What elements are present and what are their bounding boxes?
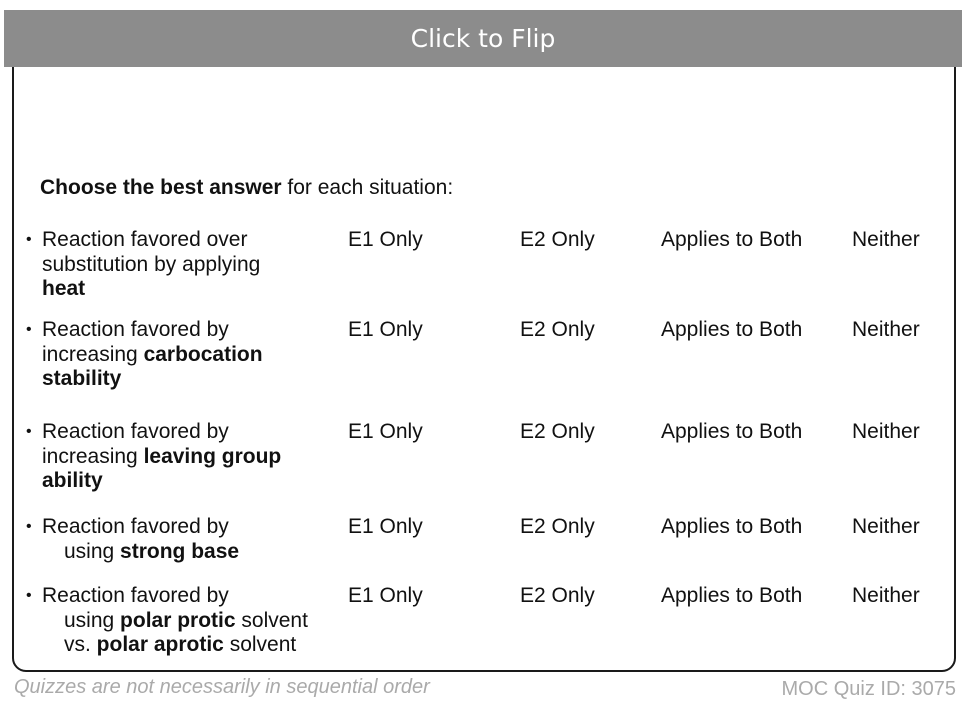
situation-keyword: heat [42, 277, 86, 300]
option-applies-to-both[interactable]: Applies to Both [661, 584, 803, 607]
situation-description [26, 515, 336, 564]
bullet-icon: • [26, 321, 32, 338]
option-e2-only[interactable]: E2 Only [520, 420, 595, 443]
prompt-rest: for each situation: [281, 176, 454, 199]
situation-description [26, 228, 336, 302]
click-to-flip-button[interactable]: Click to Flip [4, 10, 962, 67]
situation-keyword: carbocation [143, 342, 263, 366]
option-e1-only[interactable]: E1 Only [348, 228, 423, 251]
situation-keyword: polar aprotic [96, 633, 224, 656]
option-e2-only[interactable]: E2 Only [520, 318, 595, 341]
bullet-icon: • [26, 231, 32, 248]
bullet-icon: • [26, 587, 32, 604]
bullet-icon: • [26, 423, 32, 440]
situation-line: Reaction favored by [42, 584, 229, 607]
quiz-id-label: MOC Quiz ID: 3075 [781, 678, 956, 700]
option-neither[interactable]: Neither [852, 318, 920, 341]
option-applies-to-both[interactable]: Applies to Both [661, 420, 803, 443]
situation-line: vs. [64, 633, 97, 656]
option-applies-to-both[interactable]: Applies to Both [661, 318, 803, 341]
option-neither[interactable]: Neither [852, 584, 920, 607]
option-e2-only[interactable]: E2 Only [520, 228, 595, 251]
situation-line: solvent [235, 608, 308, 632]
option-e1-only[interactable]: E1 Only [348, 318, 423, 341]
option-applies-to-both[interactable]: Applies to Both [661, 515, 803, 538]
option-e2-only[interactable]: E2 Only [520, 515, 595, 538]
situation-line: Reaction favored by [42, 420, 229, 443]
option-neither[interactable]: Neither [852, 515, 920, 538]
option-neither[interactable]: Neither [852, 420, 920, 443]
option-e2-only[interactable]: E2 Only [520, 584, 595, 607]
situation-line: using [64, 539, 121, 563]
situation-keyword: ability [42, 469, 103, 492]
situation-line: substitution by applying [42, 252, 261, 276]
question-prompt [40, 176, 453, 200]
situation-keyword: strong base [120, 539, 240, 563]
situation-line: solvent [223, 633, 297, 656]
option-applies-to-both[interactable]: Applies to Both [661, 228, 803, 251]
option-neither[interactable]: Neither [852, 228, 920, 251]
prompt-bold: Choose the best answer [40, 176, 282, 199]
situation-line: Reaction favored by [42, 515, 229, 538]
situation-line: increasing [42, 444, 144, 468]
situation-keyword: leaving group [143, 444, 282, 468]
situation-description [26, 584, 336, 658]
situation-line: Reaction favored by [42, 318, 229, 341]
bullet-icon: • [26, 518, 32, 535]
situation-keyword: polar protic [120, 608, 236, 632]
situation-line: increasing [42, 342, 144, 366]
situation-line: using [64, 608, 121, 632]
option-e1-only[interactable]: E1 Only [348, 420, 423, 443]
option-e1-only[interactable]: E1 Only [348, 515, 423, 538]
situation-keyword: stability [42, 367, 122, 390]
option-e1-only[interactable]: E1 Only [348, 584, 423, 607]
sequence-note: Quizzes are not necessarily in sequential order [14, 676, 430, 698]
situation-line: Reaction favored over [42, 228, 248, 251]
situation-description [26, 420, 336, 494]
situation-description [26, 318, 336, 392]
